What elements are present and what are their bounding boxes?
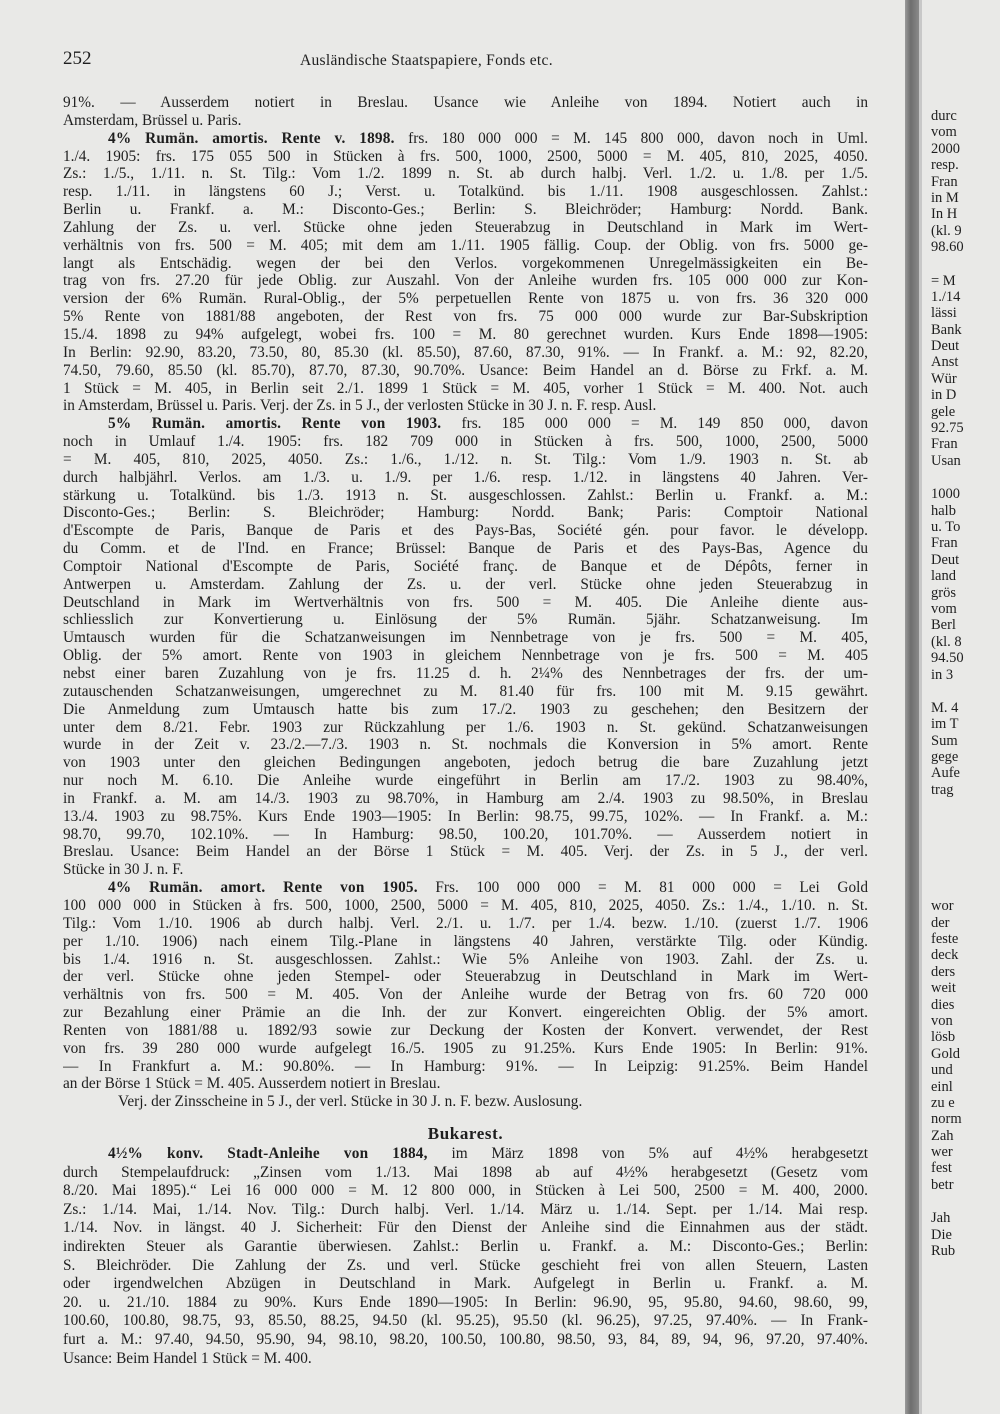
line-text: Frs. 100 000 000 = M. 81 000 000 = Lei Gold (417, 879, 868, 897)
text-line (63, 1040, 868, 1058)
main-text-column (63, 94, 868, 1368)
text-line (63, 94, 868, 112)
fragment-line: im T (931, 716, 959, 733)
fragment-line: deck (931, 947, 959, 964)
fragment-line: (kl. 8 (931, 633, 962, 650)
text-line (63, 915, 868, 933)
fragment-line: M. 4 (931, 699, 959, 716)
line-text: In Berlin: 92.90, 83.20, 73.50, 80, 85.30 (kl. 85.50), 87.60, 87.30, 91%. — In Frankf. a. M.: 92, 82.20, (63, 343, 868, 361)
fragment-line: vom (931, 600, 957, 617)
line-text: — In Frankfurt a. M.: 90.80%. — In Hamburg: 91%. — In Leipzig: 91.25%. Beim Handel (63, 1057, 868, 1075)
text-line (63, 451, 868, 469)
text-line (63, 629, 868, 647)
text-line (63, 201, 868, 219)
line-text: Usance: Beim Handel 1 Stück = M. 400. (63, 1349, 312, 1367)
text-line (63, 326, 868, 344)
line-text: Zs.: 1./5., 1./11. n. St. Tilg.: Vom 1./2. 1899 n. St. ab durch halbj. Verl. 1./2. u. 1./8. per 1./5. (63, 165, 868, 183)
line-text: trag von frs. 27.20 für jede Oblig. zur Auszahl. Von der Anleihe wurden frs. 105 000 000 zur Kon- (63, 272, 868, 290)
text-line (63, 968, 868, 986)
fragment-line: Wür (931, 370, 957, 387)
line-text: noch in Umlauf 1./4. 1905: frs. 182 709 000 in Stücken à frs. 500, 1000, 2500, 5000 (63, 433, 868, 451)
text-line (63, 112, 868, 130)
text-line (63, 397, 868, 415)
text-line (63, 1022, 868, 1040)
text-line (63, 1093, 868, 1111)
fragment-line: fest (931, 1160, 952, 1177)
text-line (63, 1201, 868, 1220)
text-line (63, 719, 868, 737)
line-text: d'Escompte de Paris, Banque de Paris et des Pays-Bas, Société gén. pour favor. le développ. (63, 522, 868, 540)
text-line (63, 219, 868, 237)
line-text: Berlin u. Frankf. a. M.: Disconto-Ges.; Berlin: S. Bleichröder; Hamburg: Nordd. Bank. (63, 201, 868, 219)
text-line (63, 540, 868, 558)
fragment-line: und (931, 1062, 953, 1079)
text-line (63, 933, 868, 951)
line-text: S. Bleichröder. Die Zahlung der Zs. und verl. Stücke geschieht frei von allen Steuern, Lasten (63, 1256, 868, 1274)
line-text: nur noch M. 6.10. Die Anleihe wurde eingeführt in Berlin am 17./2. 1903 zu 98.40%, (63, 772, 868, 790)
line-text: Breslau. Usance: Beim Handel an der Börse 1 Stück = M. 405. Verj. der Zs. in 5 J., der verl. (63, 843, 868, 861)
line-text: Umtausch wurden für die Schatzanweisungen im Nennbetrage von je frs. 500 = M. 405, (63, 629, 868, 647)
fragment-line: 1000 (931, 486, 960, 503)
fragment-line: wor (931, 898, 954, 915)
line-text: oder irgendwelchen Abzügen in Deutschland in Mark. Aufgelegt in Berlin u. Frankf. a. M. (63, 1275, 868, 1293)
text-line (63, 415, 868, 433)
fragment-line: Deut (931, 551, 960, 568)
line-text: an der Börse 1 Stück = M. 405. Ausserdem notiert in Breslau. (63, 1075, 441, 1093)
line-text: 13./4. 1903 zu 98.75%. Kurs Ende 1903—1905: In Berlin: 98.75, 99.75, 102%. — In Frankf. a. M.: (63, 807, 868, 825)
running-title: Ausländische Staatspapiere, Fonds etc. (300, 52, 553, 69)
text-line (63, 576, 868, 594)
fragment-line: gege (931, 749, 959, 766)
line-text: du Comm. et de l'Ind. en France; Brüssel: Banque de Paris et des Pays-Bas, Agence du (63, 540, 868, 558)
fragment-line: Sum (931, 732, 958, 749)
fragment-line: Gold (931, 1045, 960, 1062)
text-line (63, 1075, 868, 1093)
text-line (63, 1219, 868, 1238)
fragment-line: halb (931, 502, 956, 519)
line-text: 20. u. 21./10. 1884 zu 90%. Kurs Ende 1890—1905: In Berlin: 96.90, 95, 95.80, 94.60, 98.60, 99, (63, 1293, 868, 1311)
line-text: 8./20. Mai 1895).“ Lei 16 000 000 = M. 12 800 000, in Stücken à Lei 500, 2500 = M. 400, 2000. (63, 1182, 868, 1200)
fragment-line: Bank (931, 321, 962, 338)
line-text: resp. 1./11. in längstens 60 J.; Verst. u. Totalkünd. bis 1./11. 1908 ausgeschlossen. Zahlst.: (63, 183, 868, 201)
line-text: frs. 185 000 000 = M. 149 850 000, davon (441, 415, 868, 433)
fragment-line: weit (931, 980, 956, 997)
line-text: frs. 180 000 000 = M. 145 800 000, davon noch in Uml. (394, 129, 868, 147)
fragment-line: durc (931, 108, 957, 124)
entry-title: 4% Rumän. amort. Rente von 1905. (108, 879, 418, 897)
text-line (63, 879, 868, 897)
fragment-line: Rub (931, 1243, 956, 1260)
fragment-line: vom (931, 124, 957, 141)
gutter-edge (919, 0, 922, 1414)
line-text: 98.70, 99.70, 102.10%. — In Hamburg: 98.50, 100.20, 101.70%. — Ausserdem notiert in (63, 825, 868, 843)
fragment-line: der (931, 914, 950, 931)
line-text: Die Anmeldung zum Umtausch hatte bis zum 17./2. 1903 zu geschehen; den Besitzern der (63, 700, 868, 718)
line-text: Amsterdam, Brüssel u. Paris. (63, 111, 242, 129)
text-line (63, 522, 868, 540)
column-gap (931, 683, 1000, 700)
line-text: wurde in der Zeit v. 23./2.—7./3. 1903 n. St. nochmals die Konversion in 5% amort. Rente (63, 736, 868, 754)
text-line (63, 237, 868, 255)
fragment-line: zu e (931, 1094, 955, 1111)
fragment-line: resp. (931, 157, 959, 174)
fragment-line: lässi (931, 305, 957, 322)
text-line (63, 772, 868, 790)
paragraph-p1 (63, 94, 868, 130)
column-gap (931, 256, 1000, 273)
fragment-line: norm (931, 1111, 962, 1128)
text-line (63, 1257, 868, 1276)
line-text: 15./4. 1898 zu 94% aufgelegt, wobei frs. 100 = M. 80 gerechnet wurden. Kurs Ende 1898—1905: (63, 325, 868, 343)
text-line (63, 951, 868, 969)
line-text: furt a. M.: 97.40, 94.50, 95.90, 94, 98.10, 98.20, 100.50, 100.80, 98.50, 93, 84, 89, 94, 96, 97.20, 97.40%. (63, 1331, 868, 1349)
text-line (63, 594, 868, 612)
fragment-line: ders (931, 963, 956, 980)
line-text: durch halbjährl. Verlos. am 1./3. u. 1./9. per 1./6. resp. 1./12. in längstens 40 Jahren. Ver- (63, 468, 868, 486)
facing-page-fragment (931, 108, 1000, 1259)
text-line (63, 380, 868, 398)
paragraph-p4b (63, 1093, 868, 1111)
paragraph-p2 (63, 130, 868, 416)
line-text: indirekten Steuer als Garantie überwiesen. Zahlst.: Berlin u. Frankf. a. M.: Disconto-Ges.; Berlin: (63, 1238, 868, 1256)
text-line (63, 504, 868, 522)
fragment-line: Zah (931, 1127, 954, 1144)
line-text: Antwerpen u. Amsterdam. Zahlung der Zs. u. der verl. Stücke ohne jeden Steuerabzug in (63, 575, 868, 593)
text-line (63, 1164, 868, 1183)
line-text: zutauschenden Schatzanweisungen, umgerechnet zu M. 81.40 für frs. 100 mit M. 9.15 gewährt. (63, 682, 868, 700)
text-line (63, 647, 868, 665)
entry-title: 4% Rumän. amortis. Rente v. 1898. (108, 129, 395, 147)
text-line (63, 130, 868, 148)
fragment-line: 92.75 (931, 420, 964, 437)
line-text: Verj. der Zinsscheine in 5 J., der verl. Stücke in 30 J. n. F. bezw. Auslosung. (118, 1093, 583, 1111)
text-line (63, 754, 868, 772)
text-line (63, 290, 868, 308)
line-text: 5% Rente von 1881/88 angeboten, der Rest von frs. 75 000 000 wurde zur Bar-Subskription (63, 308, 868, 326)
text-line (63, 487, 868, 505)
fragment-line: dies (931, 996, 955, 1013)
line-text: 1 Stück = M. 405, in Berlin seit 2./1. 1899 1 Stück = M. 405, vorher 1 Stück = M. 400. Not. auch (63, 379, 868, 397)
text-line (63, 433, 868, 451)
text-line (63, 255, 868, 273)
paragraph-p3 (63, 415, 868, 879)
fragment-line: 2000 (931, 140, 960, 157)
paragraph-p5 (63, 1145, 868, 1368)
line-text: Oblig. der 5% amort. Rente von 1903 in gleichem Nennbetrage von je frs. 500 = M. 405 (63, 647, 868, 665)
fragment-line: land (931, 568, 956, 585)
text-line (63, 1350, 868, 1369)
page-number: 252 (63, 48, 92, 69)
text-line (63, 183, 868, 201)
text-line (63, 790, 868, 808)
text-line (63, 1058, 868, 1076)
line-text: 1./4. 1905: frs. 175 055 500 in Stücken à frs. 500, 1000, 2500, 5000 = M. 405, 810, 2025, 4050. (63, 147, 868, 165)
fragment-line: (kl. 9 (931, 222, 962, 239)
text-line (63, 1294, 868, 1313)
line-text: Zs.: 1./14. Mai, 1./14. Nov. Tilg.: Durch halbj. Verl. 1./14. März u. 1./14. Sept. per 1./14. Mai resp. (63, 1200, 868, 1218)
text-line (63, 897, 868, 915)
fragment-line: u. To (931, 518, 961, 535)
fragment-line: 98.60 (931, 239, 964, 256)
fragment-line: in D (931, 387, 957, 404)
fragment-line: Deut (931, 338, 960, 355)
fragment-line: Usan (931, 452, 961, 469)
line-text: 1./14. Nov. in längst. 40 J. Sicherheit: Für den Dienst der Anleihe sind die Einnahmen aus der städt. (63, 1219, 868, 1237)
text-line (63, 362, 868, 380)
line-text: in Amsterdam, Brüssel u. Paris. Verj. der Zs. in 5 J., der verlosten Stücke in 30 J. n. F. resp. Ausl. (63, 397, 657, 415)
fragment-line: Fran (931, 436, 958, 453)
line-text: verhältnis von frs. 500 = M. 405. Von der Anleihe wurde der Betrag von frs. 60 720 000 (63, 986, 868, 1004)
entry-title: 4½% konv. Stadt-Anleihe von 1884, (108, 1145, 428, 1163)
text-line (63, 1004, 868, 1022)
text-line (63, 272, 868, 290)
line-text: bis 1./4. 1916 n. St. ausgeschlossen. Zahlst.: Wie 5% Anleihe von 1903. Zahl. der Zs. u. (63, 950, 868, 968)
fragment-line: Aufe (931, 765, 960, 782)
line-text: Renten von 1881/88 u. 1892/93 sowie zur Deckung der Kosten der Konvert. verwendet, der Rest (63, 1021, 868, 1039)
section-heading-bukarest: Bukarest. (427, 1124, 504, 1144)
fragment-line: trag (931, 781, 954, 798)
fragment-line: Anst (931, 354, 959, 371)
line-text: 100.60, 100.80, 98.75, 93, 85.50, 88.25, 94.50 (kl. 95.25), 95.50 (kl. 96.25), 97.25, 97.40%. — In Frank- (63, 1312, 868, 1330)
fragment-line: in M (931, 189, 959, 206)
text-line (63, 665, 868, 683)
book-binding-gutter (905, 0, 919, 1414)
fragment-line: einl (931, 1078, 953, 1095)
text-line (63, 308, 868, 326)
text-line (63, 469, 868, 487)
fragment-line: = M (931, 272, 956, 289)
line-text: im März 1898 von 5% auf 4½% herabgesetzt (427, 1145, 868, 1163)
line-text: 91%. — Ausserdem notiert in Breslau. Usance wie Anleihe von 1894. Notiert auch in (63, 94, 868, 111)
line-text: verhältnis von frs. 500 = M. 405; mit dem am 1./11. 1905 fällig. Coup. der Oblig. von frs. 5000 ge- (63, 236, 868, 254)
line-text: zur Bezahlung einer Prämie an die Inh. der zur Konvert. eingereichten Oblig. der 5% amort. (63, 1004, 868, 1022)
text-line (63, 165, 868, 183)
text-line (63, 611, 868, 629)
line-text: der verl. Stücke ohne jeden Stempel- oder Steuerabzug in Deutschland in Mark im Wert- (63, 968, 868, 986)
text-line (63, 843, 868, 861)
line-text: version der 6% Rumän. Rural-Oblig., der 5% perpetuellen Rente von 1875 u. von frs. 36 320 000 (63, 290, 868, 308)
line-text: 74.50, 79.60, 85.50 (kl. 85.70), 87.70, 87.30, 90.70%. Usance: Beim Handel an d. Börse zu Frkf. a. M. (63, 361, 868, 379)
text-line (63, 683, 868, 701)
line-text: durch Stempelaufdruck: „Zinsen vom 1./13. Mai 1898 ab auf 4½% herabgesetzt (Gesetz vom (63, 1163, 868, 1181)
line-text: nebst einer baren Zuzahlung von je frs. 11.25 d. h. 2¼% des Nennbetrages der frs. der um- (63, 665, 868, 682)
line-text: von 1903 unter den gleichen Bedingungen angeboten, jedoch betrug die bare Zuzahlung jetzt (63, 754, 868, 772)
line-text: Zahlung der Zs. u. verl. Stücke ohne jeden Steuerabzug in Deutschland in Mark im Wert- (63, 218, 868, 236)
text-line (63, 861, 868, 879)
fragment-line: Die (931, 1226, 952, 1243)
text-line (63, 1238, 868, 1257)
text-line (63, 1182, 868, 1201)
fragment-line: Jah (931, 1210, 951, 1227)
fragment-line: lösb (931, 1029, 956, 1046)
line-text: Disconto-Ges.; Berlin: S. Bleichröder; Hamburg: Nordd. Bank; Paris: Comptoir National (63, 504, 868, 522)
text-line (63, 1145, 868, 1164)
line-text: 100 000 000 in Stücken à frs. 500, 1000, 2500, 5000 = M. 405, 810, 2025, 4050. Zs.: 1./4., 1./10. n. St. (63, 896, 868, 914)
paragraphs (63, 94, 868, 1111)
fragment-line: Berl (931, 617, 956, 634)
line-text: Deutschland in Mark im Wertverhältnis von frs. 500 = M. 405. Die Anleihe diente aus- (63, 593, 868, 611)
line-text: = M. 405, 810, 2025, 4050. Zs.: 1./6., 1./12. n. St. Tilg.: Vom 1./9. 1903 n. St. ab (63, 450, 868, 468)
line-text: stärkung u. Totalkünd. bis 1./3. 1913 n. St. ausgeschlossen. Zahlst.: Berlin u. Frankf. a. M.: (63, 486, 868, 504)
fragment-line: 1./14 (931, 288, 961, 305)
line-text: Stücke in 30 J. n. F. (63, 861, 184, 879)
line-text: in Frankf. a. M. am 14./3. 1903 zu 98.70%, in Hamburg am 2./4. 1903 zu 98.50%, in Breslau (63, 789, 868, 807)
entry-title: 5% Rumän. amortis. Rente von 1903. (108, 415, 442, 433)
bukarest-paragraphs (63, 1145, 868, 1368)
line-text: Comptoir National d'Escompte de Paris, Société franç. de Banque et de Dépôts, ferner in (63, 557, 868, 575)
column-gap (931, 469, 1000, 486)
fragment-line: von (931, 1012, 953, 1029)
line-text: von frs. 39 280 000 wurde aufgelegt 16./5. 1905 zu 91.25%. Kurs Ende 1905: In Berlin: 91%. (63, 1039, 868, 1057)
text-line (63, 701, 868, 719)
line-text: schliesslich zur Konvertierung u. Einlösung der 5% Rumän. 5jähr. Schatzanweisung. Im (63, 611, 868, 629)
fragment-line: in 3 (931, 666, 954, 683)
text-line (63, 1312, 868, 1331)
line-text: Tilg.: Vom 1./10. 1906 ab durch halbj. Verl. 2./1. u. 1./7. per 1./4. bezw. 1./10. (zuerst 1./7. 1906 (63, 914, 868, 932)
column-gap (931, 798, 1000, 898)
fragment-line: gele (931, 403, 956, 420)
text-line (63, 558, 868, 576)
paragraph-p4 (63, 879, 868, 1093)
line-text: per 1./10. 1906) nach einem Tilg.-Plane in längstens 40 Jahren, verstärkte Tilg. oder Kündig. (63, 932, 868, 950)
text-line (63, 736, 868, 754)
text-line (63, 148, 868, 166)
fragment-line: Fran (931, 173, 958, 190)
line-text: langt als Entschädig. wegen der bei den Verlos. vorgekommenen Unregelmässigkeiten ein Be- (63, 254, 868, 272)
text-line (63, 986, 868, 1004)
fragment-line: betr (931, 1176, 954, 1193)
fragment-line: wer (931, 1144, 953, 1161)
text-line (63, 826, 868, 844)
text-line (63, 808, 868, 826)
text-line (63, 1275, 868, 1294)
fragment-line: In H (931, 206, 958, 223)
fragment-line: 94.50 (931, 650, 964, 667)
fragment-line: feste (931, 931, 959, 948)
fragment-line: grös (931, 584, 956, 601)
line-text: unter dem 8./21. Febr. 1903 zur Rückzahlung per 1./6. 1903 n. St. gekünd. Schatzanweisungen (63, 718, 868, 736)
column-gap (931, 1193, 1000, 1210)
text-line (63, 344, 868, 362)
text-line (63, 1331, 868, 1350)
fragment-line: Fran (931, 535, 958, 552)
